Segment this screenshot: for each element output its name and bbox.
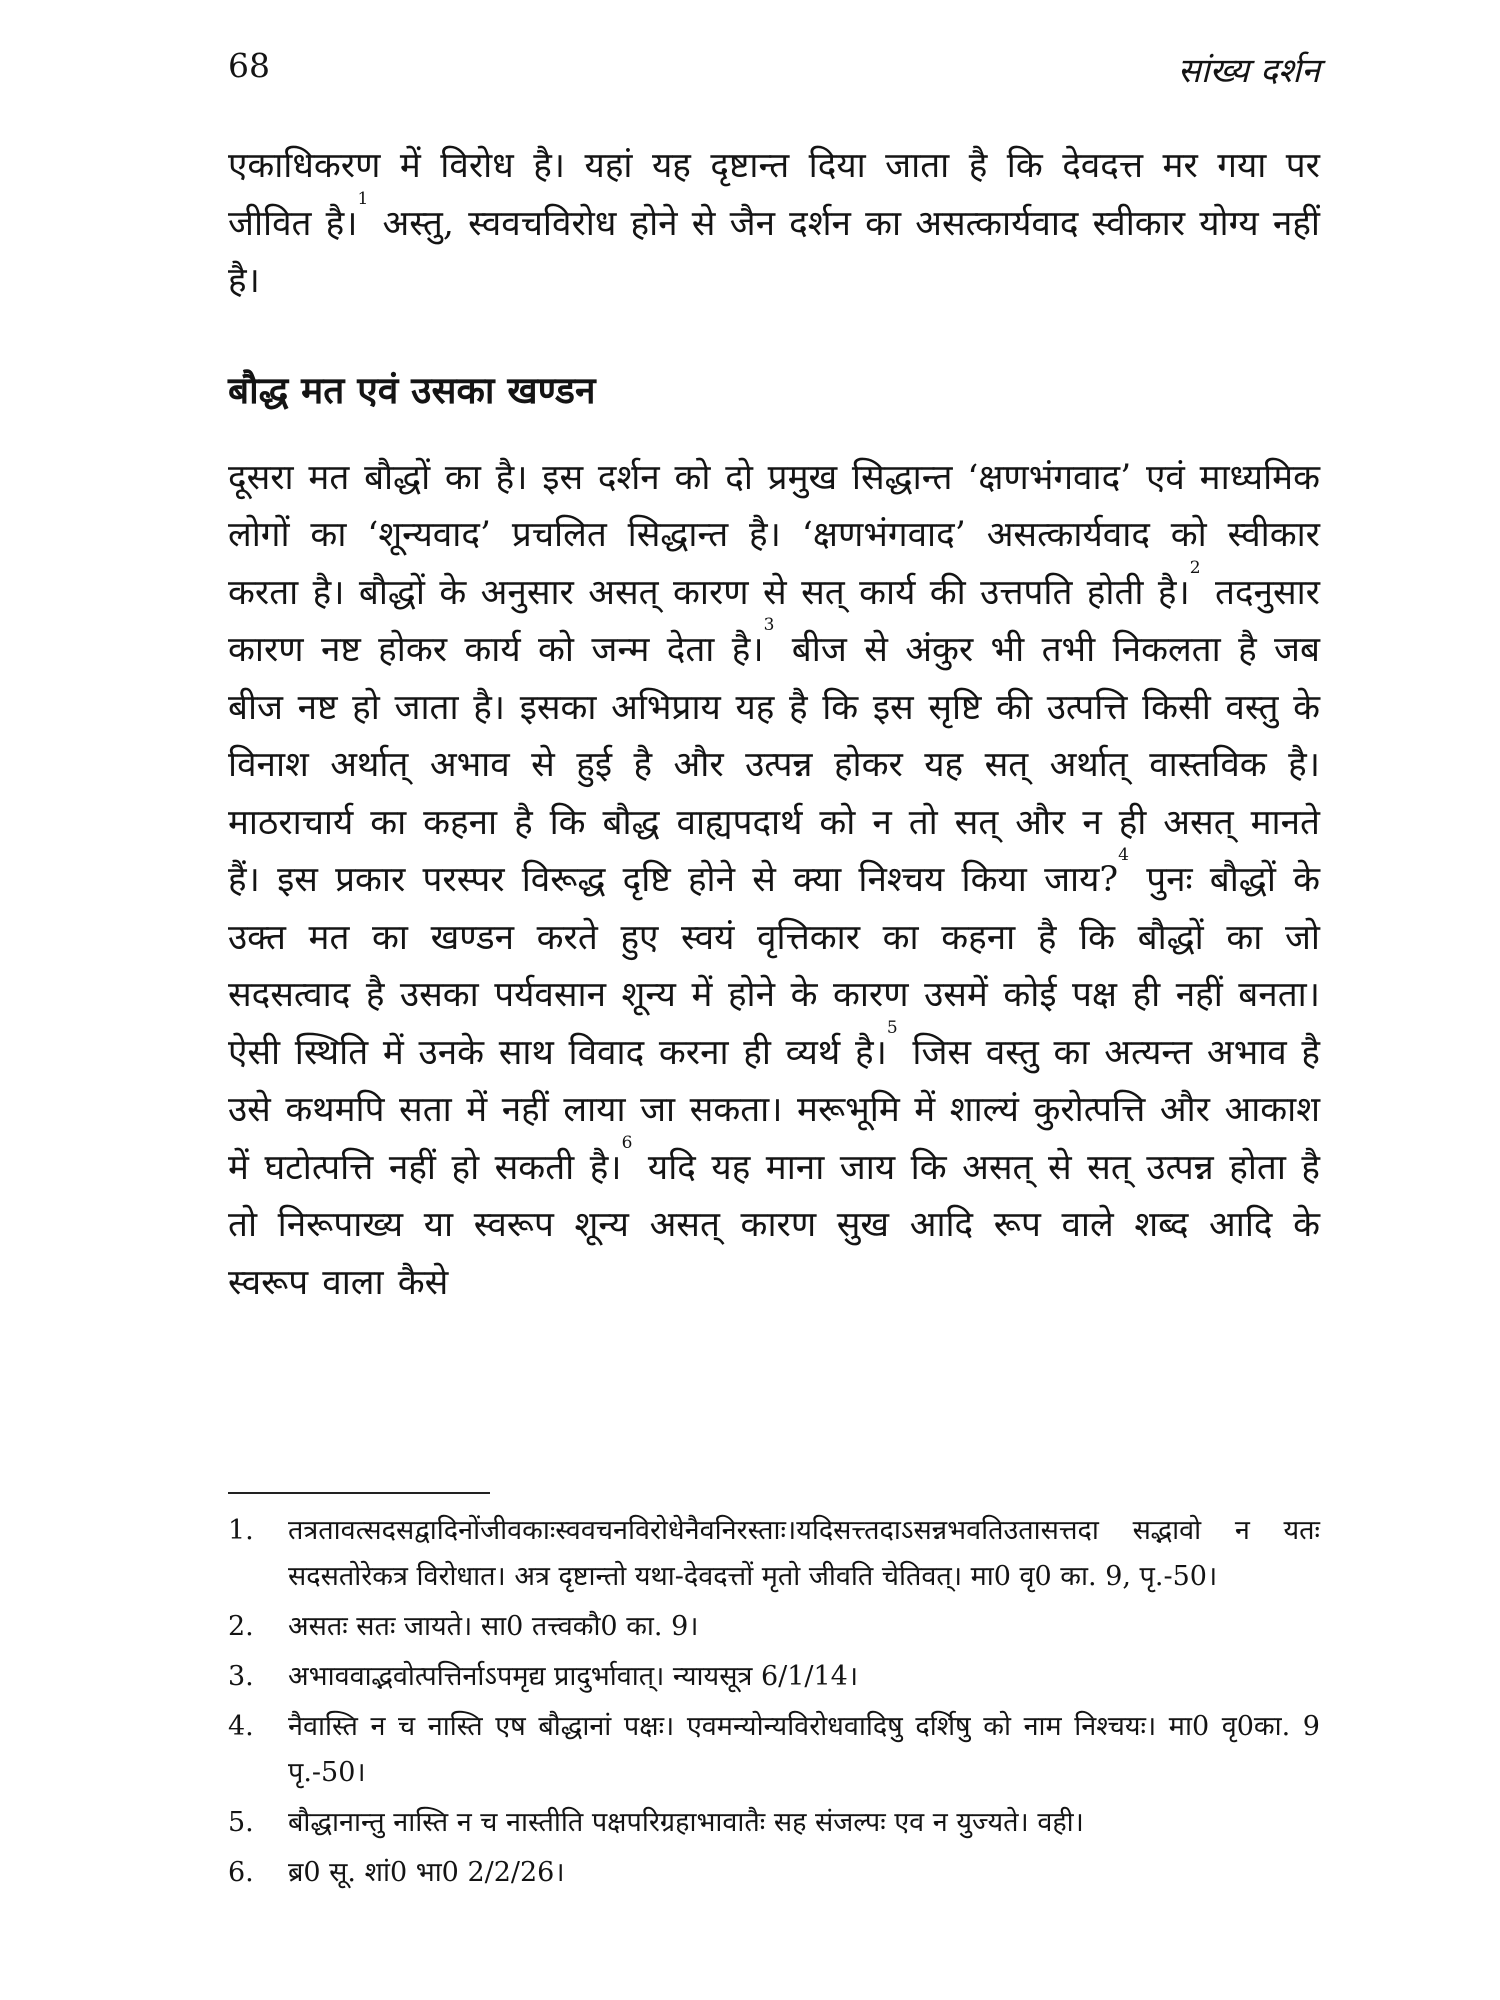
text-run: यदि यह माना जाय कि असत् से सत् उत्पन्न होता है तो निरूपाख्य या स्वरूप शून्य असत् कारण सुख आदि रूप वाले शब्द आदि के स्वरूप वाला कैसे [228, 1147, 1320, 1303]
footnote-ref: 1 [357, 188, 369, 209]
footnote-item [228, 1604, 1320, 1650]
footnote-item [228, 1800, 1320, 1846]
text-run: पुनः बौद्धों के उक्त मत का खण्डन करते हुए स्वयं वृत्तिकार का कहना है कि बौद्धों का जो सदसत्वाद है उसका पर्यवसान शून्य में होने के कारण उसमें कोई पक्ष ही नहीं बनता। ऐसी स्थिति में उनके साथ विवाद करना ही व्यर्थ है। [228, 860, 1320, 1073]
page-number: 68 [228, 46, 270, 85]
text-run: एकाधिकरण में विरोध है। यहां यह दृष्टान्त दिया जाता है कि देवदत्त मर गया पर जीवित है। [228, 146, 1320, 244]
footnote-text: अभाववाद्भवोत्पत्तिर्नाऽपमृद्य प्रादुर्भावात्। न्यायसूत्र 6/1/14। [288, 1661, 859, 1692]
footnote-item [228, 1850, 1320, 1896]
text-run: तदनुसार कारण नष्ट होकर कार्य को जन्म देता है। [228, 572, 1320, 670]
main-paragraph [228, 450, 1320, 1313]
running-title: सांख्य दर्शन [1177, 51, 1320, 91]
footnote-divider [228, 1492, 490, 1494]
footnote-ref: 6 [621, 1132, 633, 1153]
intro-paragraph [228, 138, 1320, 311]
text-run: अस्तु, स्ववचविरोध होने से जैन दर्शन का असत्कार्यवाद स्वीकार योग्य नहीं है। [228, 203, 1320, 301]
footnote-item [228, 1508, 1320, 1600]
footnote-number: 2. [228, 1611, 254, 1642]
footnote-ref: 5 [886, 1017, 898, 1038]
footnote-item [228, 1654, 1320, 1700]
footnote-item [228, 1704, 1320, 1796]
footnotes [228, 1508, 1320, 1900]
footnote-number: 3. [228, 1661, 254, 1692]
footnote-text: असतः सतः जायते। सा0 तत्त्वकौ0 का. 9। [288, 1611, 699, 1642]
footnote-ref: 3 [763, 615, 775, 635]
text-run: जिस वस्तु का अत्यन्त अभाव है उसे कथमपि सता में नहीं लाया जा सकता। मरूभूमि में शाल्यं कुरोत्पत्ति और आकाश में घटोत्पत्ति नहीं हो सकती है। [228, 1032, 1321, 1188]
footnote-ref: 4 [1118, 845, 1129, 865]
footnote-text: ब्र0 सू. शां0 भा0 2/2/26। [288, 1857, 565, 1888]
footnote-number: 5. [228, 1807, 254, 1838]
footnote-number: 1. [228, 1515, 254, 1546]
text-run: दूसरा मत बौद्धों का है। इस दर्शन को दो प्रमुख सिद्धान्त ‘क्षणभंगवाद’ एवं माध्यमिक लोगों का ‘शून्यवाद’ प्रचलित सिद्धान्त है। ‘क्षणभंगवाद’ असत्कार्यवाद को स्वीकार करता है। बौद्धों के अनुसार असत् कारण से सत् कार्य की उत्तपति होती है। [228, 457, 1320, 613]
body-text [228, 138, 1320, 1312]
page-header [228, 46, 1320, 106]
footnote-number: 4. [228, 1711, 254, 1742]
footnote-text: नैवास्ति न च नास्ति एष बौद्धानां पक्षः। एवमन्योन्यविरोधवादिषु दर्शिषु को नाम निश्चयः। मा0 वृ0का. 9 पृ.-50। [288, 1711, 1320, 1788]
footnote-ref: 2 [1189, 557, 1201, 578]
footnote-text: बौद्धानान्तु नास्ति न च नास्तीति पक्षपरिग्रहाभावातैः सह संजल्पः एव न युज्यते। वही। [288, 1807, 1084, 1838]
text-run: बीज से अंकुर भी तभी निकलता है जब बीज नष्ट हो जाता है। इसका अभिप्राय यह है कि इस सृष्टि की उत्पत्ति किसी वस्तु के विनाश अर्थात् अभाव से हुई है और उत्पन्न होकर यह सत् अर्थात् वास्तविक है। माठराचार्य का कहना है कि बौद्ध वाह्यपदार्थ को न तो सत् और न ही असत् मानते हैं। इस प्रकार परस्पर विरूद्ध दृष्टि होने से क्या निश्चय किया जाय? [228, 630, 1320, 900]
footnote-number: 6. [228, 1857, 254, 1888]
footnote-text: तत्रतावत्सदसद्वादिनोंजीवकाःस्ववचनविरोधेनैवनिरस्ताः।यदिसत्त्तदाऽसन्नभवतिउतासत्तदा सद्भावो न यतः सदसतोरेकत्र विरोधात। अत्र दृष्टान्तो यथा-देवदत्तों मृतो जीवति चेतिवत्। मा0 वृ0 का. 9, पृ.-50। [288, 1515, 1320, 1592]
section-heading: बौद्ध मत एवं उसका खण्डन [228, 368, 596, 412]
